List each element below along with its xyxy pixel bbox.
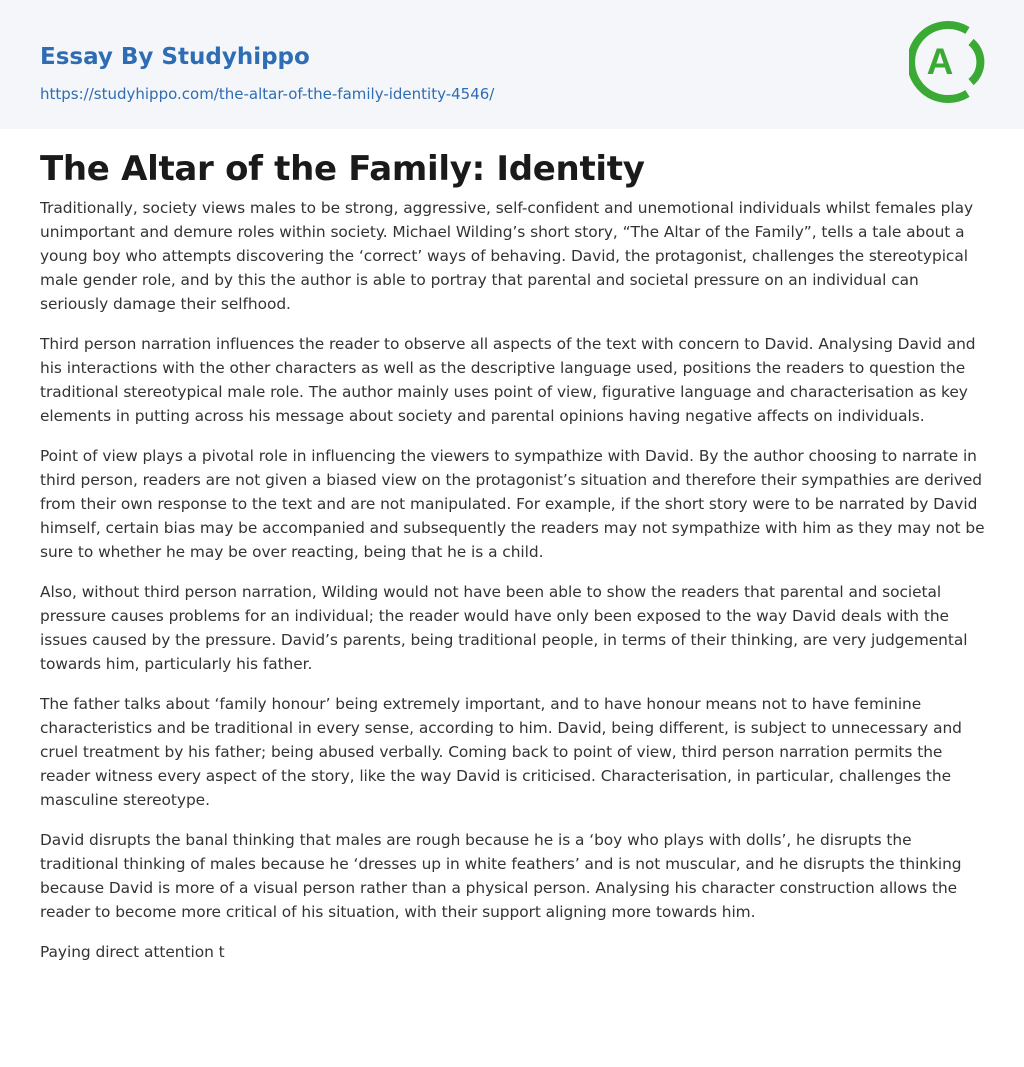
essay-paragraph: Third person narration influences the reader to observe all aspects of the text with concern to David. Analysing David and his interactions with the other characters as well as the descriptive language used, positions the readers to question the traditional stereotypical male role. The author mainly uses point of view, figurative language and characterisation as key elements in putting across his message about society and parental opinions having negative affects on individuals.: [40, 335, 976, 425]
essay-paragraph-truncated: Paying direct attention t: [40, 943, 225, 961]
source-url-link[interactable]: https://studyhippo.com/the-altar-of-the-family-identity-4546/: [40, 85, 495, 103]
essay-paragraph: Traditionally, society views males to be strong, aggressive, self-confident and unemotional individuals whilst females play unimportant and demure roles within society. Michael Wilding’s short story, “The Altar of the Family”, tells a tale about a young boy who attempts discovering the ‘correct’ ways of behaving. David, the protagonist, challenges the stereotypical male gender role, and by this the author is able to portray that parental and societal pressure on an individual can seriously damage their selfhood.: [40, 199, 974, 313]
page-header: [0, 0, 1024, 129]
essay-title: The Altar of the Family: Identity: [40, 149, 645, 189]
essay-paragraph: Point of view plays a pivotal role in influencing the viewers to sympathize with David. By the author choosing to narrate in third person, readers are not given a biased view on the protagonist’s situation and therefore their sympathies are derived from their own response to the text and are not manipulated. For example, if the short story were to be narrated by David himself, certain bias may be accompanied and subsequently the readers may not sympathize with him as they may not be sure to whether he may be over reacting, being that he is a child.: [40, 447, 985, 561]
studyhippo-logo[interactable]: [909, 17, 989, 107]
logo-letter: A: [926, 41, 954, 82]
essay-content: [40, 129, 990, 980]
brand-title[interactable]: Essay By Studyhippo: [40, 44, 310, 70]
essay-paragraph: The father talks about ‘family honour’ being extremely important, and to have honour means not to have feminine characteristics and be traditional in every sense, according to him. David, being different, is subject to unnecessary and cruel treatment by his father; being abused verbally. Coming back to point of view, third person narration permits the reader witness every aspect of the story, like the way David is criticised. Characterisation, in particular, challenges the masculine stereotype.: [40, 695, 962, 809]
logo-icon: [909, 17, 989, 107]
essay-paragraph: Also, without third person narration, Wilding would not have been able to show the readers that parental and societal pressure causes problems for an individual; the reader would have only been exposed to the way David deals with the issues caused by the pressure. David’s parents, being traditional people, in terms of their thinking, are very judgemental towards him, particularly his father.: [40, 583, 968, 673]
essay-paragraph: David disrupts the banal thinking that males are rough because he is a ‘boy who plays with dolls’, he disrupts the traditional thinking of males because he ‘dresses up in white feathers’ and is not muscular, and he disrupts the thinking because David is more of a visual person rather than a physical person. Analysing his character construction allows the reader to become more critical of his situation, with their support aligning more towards him.: [40, 831, 962, 921]
